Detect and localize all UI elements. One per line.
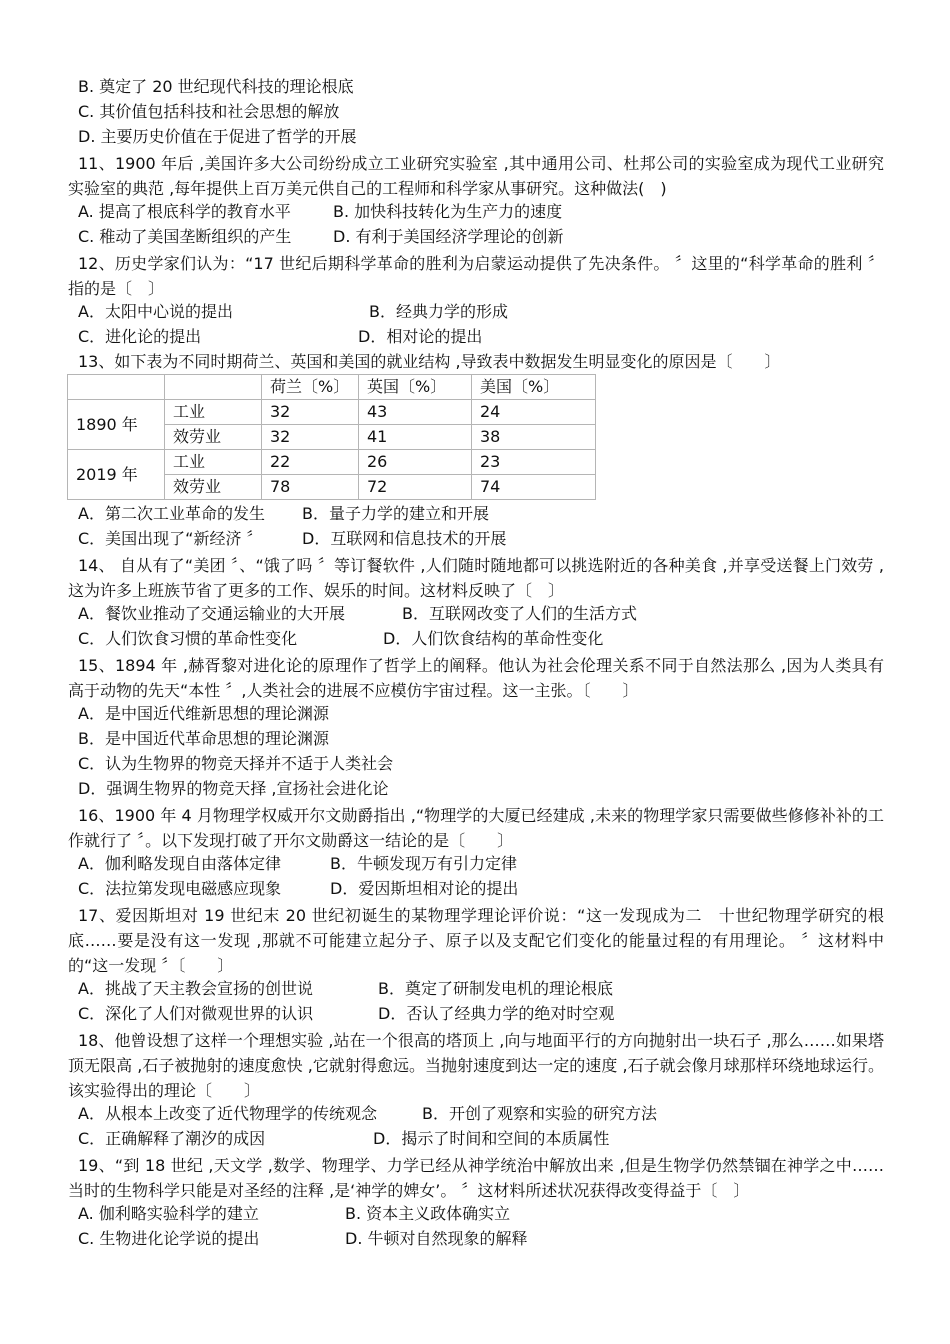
q11-option-b: B. 加快科技转化为生产力的速度 [333,202,563,221]
q12-option-b: B．经典力学的形成 [369,302,508,321]
value-cell: 38 [472,425,596,450]
value-cell: 32 [262,400,359,425]
q19-stem: 19、“到 18 世纪 ,天文学 ,数学、物理学、力学已经从神学统治中解放出来 ,但是生物学仍然禁锢在神学之中……当时的生物科学只能是对圣经的注释 ,是‘神学的婢女’。 〞这材料所述状况获得改变得益于〔 〕 [68,1156,884,1200]
value-cell: 26 [359,450,472,475]
sector-cell: 效劳业 [165,475,262,500]
q13-option-c: C．美国出现了“新经济 〞 [78,529,263,548]
q15-option-d: D．强调生物界的物竞天择 ,宣扬社会进化论 [78,779,389,798]
q12-option-d: D．相对论的提出 [358,327,483,346]
q13-stem: 13、如下表为不同时期荷兰、英国和美国的就业结构 ,导致表中数据发生明显变化的原因是〔 〕 [78,352,781,371]
q11-option-a: A. 提高了根底科学的教育水平 [78,202,291,221]
q17-option-a: A．挑战了天主教会宣扬的创世说 [78,979,313,998]
q18-option-a: A．从根本上改变了近代物理学的传统观念 [78,1104,377,1123]
q19-option-d: D. 牛顿对自然现象的解释 [345,1229,528,1248]
table-row [68,450,596,475]
value-cell: 22 [262,450,359,475]
q14-stem: 14、 自从有了“美团 〞、“饿了吗 〞等订餐软件 ,人们随时随地都可以挑选附近的各种美食 ,并享受送餐上门效劳 ,这为许多上班族节省了更多的工作、娱乐的时间。这材料反映了〔 〕 [68,556,884,600]
q18-stem: 18、他曾设想了这样一个理想实验 ,站在一个很高的塔顶上 ,向与地面平行的方向抛射出一块石子 ,那么……如果塔顶无限高 ,石子被抛射的速度愈快 ,它就射得愈远。当抛射速度到达一定的速度 ,石子就会像月球那样环绕地球运行。该实验得出的理论〔 〕 [68,1031,884,1100]
q11-stem: 11、1900 年后 ,美国许多大公司纷纷成立工业研究实验室 ,其中通用公司、杜邦公司的实验室成为现代工业研究实验室的典范 ,每年提供上百万美元供自己的工程师和科学家从事研究。这种做法( ) [68,154,884,198]
q14-option-c: C．人们饮食习惯的革命性变化 [78,629,298,648]
value-cell: 78 [262,475,359,500]
table-header-cell: 荷兰〔%〕 [262,375,359,400]
q19-option-c: C. 生物进化论学说的提出 [78,1229,260,1248]
sector-cell: 工业 [165,400,262,425]
value-cell: 43 [359,400,472,425]
q12-option-a: A．太阳中心说的提出 [78,302,233,321]
q17-option-b: B．奠定了研制发电机的理论根底 [378,979,613,998]
value-cell: 24 [472,400,596,425]
q12-stem: 12、历史学家们认为：“17 世纪后期科学革命的胜利为启蒙运动提供了先决条件。 〞这里的“科学革命的胜利 〞指的是〔 〕 [68,254,884,298]
value-cell: 23 [472,450,596,475]
table-header-cell [165,375,262,400]
q15-option-c: C．认为生物界的物竞天择并不适于人类社会 [78,754,394,773]
q13-option-a: A．第二次工业革命的发生 [78,504,265,523]
q12-option-c: C．进化论的提出 [78,327,202,346]
q17-stem: 17、爱因斯坦对 19 世纪末 20 世纪初诞生的某物理学理论评价说：“这一发现成为二 十世纪物理学研究的根底……要是没有这一发现 ,那就不可能建立起分子、原子以及支配它们变化的能量过程的有用理论。 〞这材料中的“这一发现 〞〔 〕 [68,906,884,975]
q16-option-d: D．爱因斯坦相对论的提出 [330,879,519,898]
q10-option-c: C. 其价值包括科技和社会思想的解放 [78,102,340,121]
q15-stem: 15、1894 年 ,赫胥黎对进化论的原理作了哲学上的阐释。他认为社会伦理关系不同于自然法那么 ,因为人类具有高于动物的先天“本性 〞,人类社会的进展不应模仿宇宙过程。这一主张。〔 〕 [68,656,884,700]
q14-option-b: B．互联网改变了人们的生活方式 [402,604,637,623]
table-header-cell [68,375,165,400]
q13-option-d: D．互联网和信息技术的开展 [302,529,507,548]
value-cell: 41 [359,425,472,450]
q10-option-d: D. 主要历史价值在于促进了哲学的开展 [78,127,357,146]
q18-option-c: C．正确解释了潮汐的成因 [78,1129,266,1148]
table-header-row [68,375,596,400]
table-header-cell: 英国〔%〕 [359,375,472,400]
sector-cell: 效劳业 [165,425,262,450]
q16-option-c: C．法拉第发现电磁感应现象 [78,879,282,898]
value-cell: 32 [262,425,359,450]
q15-option-b: B．是中国近代革命思想的理论渊源 [78,729,329,748]
q11-option-d: D. 有利于美国经济学理论的创新 [333,227,564,246]
q18-option-b: B．开创了观察和实验的研究方法 [422,1104,657,1123]
q19-option-a: A. 伽利略实验科学的建立 [78,1204,259,1223]
q16-stem: 16、1900 年 4 月物理学权威开尔文勋爵指出 ,“物理学的大厦已经建成 ,未来的物理学家只需要做些修修补补的工作就行了 〞。以下发现打破了开尔文勋爵这一结论的是〔 〕 [68,806,884,850]
q17-option-d: D．否认了经典力学的绝对时空观 [378,1004,615,1023]
q17-option-c: C．深化了人们对微观世界的认识 [78,1004,314,1023]
q14-option-a: A．餐饮业推动了交通运输业的大开展 [78,604,345,623]
year-cell: 2019 年 [68,450,165,500]
value-cell: 74 [472,475,596,500]
q11-option-c: C. 稚动了美国垄断组织的产生 [78,227,292,246]
q16-option-a: A．伽利略发现自由落体定律 [78,854,281,873]
table-row [68,400,596,425]
value-cell: 72 [359,475,472,500]
q14-option-d: D．人们饮食结构的革命性变化 [383,629,604,648]
q18-option-d: D．揭示了时间和空间的本质属性 [373,1129,610,1148]
q10-option-b: B. 奠定了 20 世纪现代科技的理论根底 [78,77,354,96]
sector-cell: 工业 [165,450,262,475]
q15-option-a: A．是中国近代维新思想的理论渊源 [78,704,329,723]
year-cell: 1890 年 [68,400,165,450]
q16-option-b: B．牛顿发现万有引力定律 [330,854,517,873]
employment-table [67,374,596,500]
q13-option-b: B．量子力学的建立和开展 [302,504,489,523]
q19-option-b: B. 资本主义政体确实立 [345,1204,511,1223]
table-header-cell: 美国〔%〕 [472,375,596,400]
